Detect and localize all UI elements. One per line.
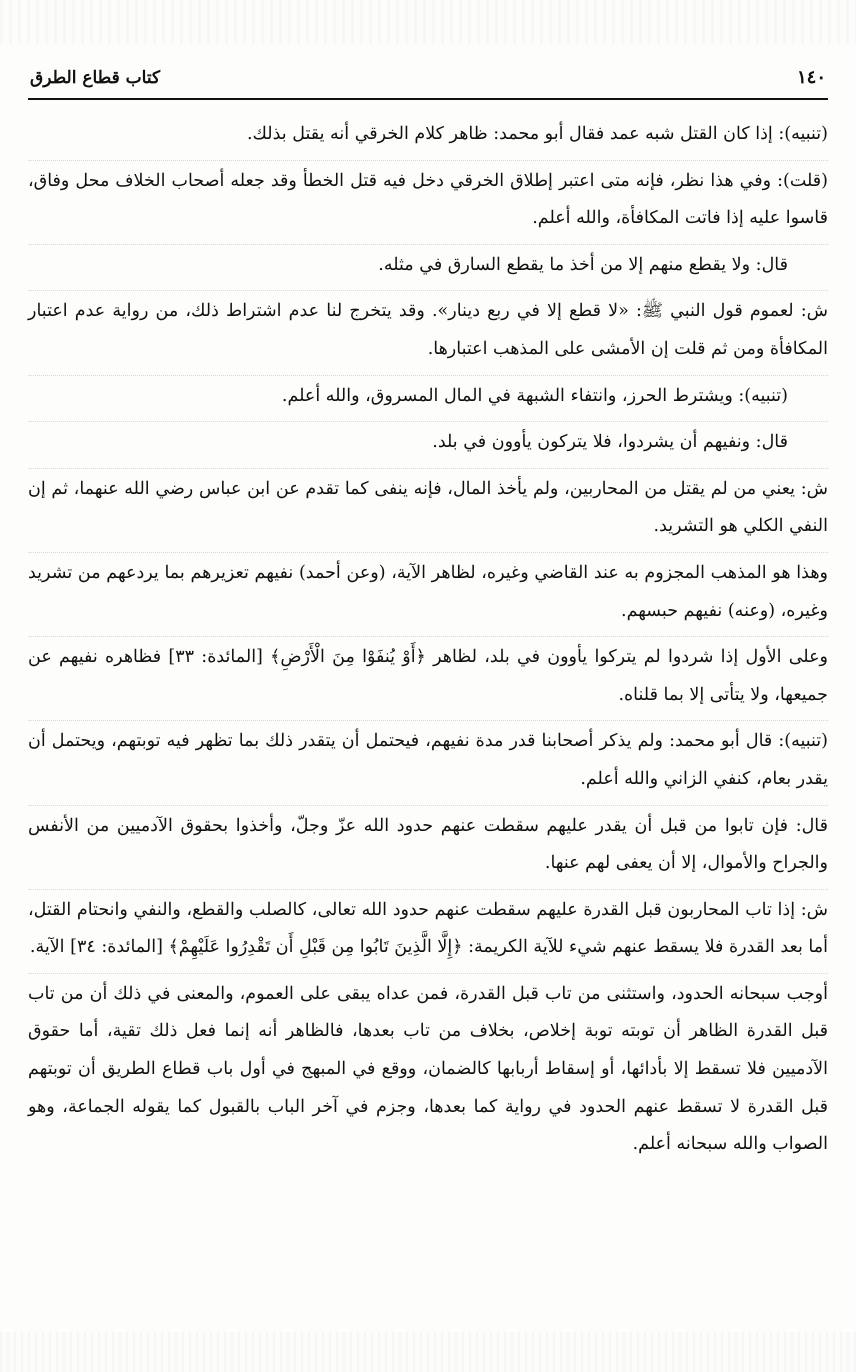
paragraph: (تنبيه): إذا كان القتل شبه عمد فقال أبو محمد: ظاهر كلام الخرقي أنه يقتل بذلك. bbox=[246, 124, 828, 144]
paragraph: (تنبيه): ويشترط الحرز، وانتفاء الشبهة في المال المسروق، والله أعلم. bbox=[28, 375, 828, 416]
page-body bbox=[28, 116, 828, 1170]
paragraph: قال: ولا يقطع منهم إلا من أخذ ما يقطع السارق في مثله. bbox=[28, 244, 828, 285]
paragraph: وعلى الأول إذا شردوا لم يتركوا يأوون في بلد، لظاهر ﴿أَوْ يُنفَوْا مِنَ الْأَرْضِ﴾ [المائدة: ٣٣] فظاهره نفيهم عن جميعها، ولا يتأتى إلا بما قلناه. bbox=[28, 636, 828, 714]
page-header bbox=[30, 56, 826, 88]
paragraph: أوجب سبحانه الحدود، واستثنى من تاب قبل القدرة، فمن عداه يبقى على العموم، والمعنى في ذلك أن من تاب قبل القدرة الظاهر أن توبته توبة إخلاص، بخلاف من تاب بعدها، فالظاهر أنه إنما فعل ذلك تقية، أما حقوق الآدميين فلا تسقط إلا بأدائها، أو إسقاط أربابها كالضمان، ووقع في المبهج في أول باب قطاع الطريق أن توبتهم قبل القدرة لا تسقط عنهم الحدود في رواية كما بعدها، وجزم في آخر الباب بالقبول كما يقوله الجماعة، وهو الصواب والله سبحانه أعلم. bbox=[28, 973, 828, 1164]
paragraph: ش: يعني من لم يقتل من المحاربين، ولم يأخذ المال، فإنه ينفى كما تقدم عن ابن عباس رضي الله عنهما، ثم إن النفي الكلي هو التشريد. bbox=[28, 468, 828, 546]
page-number: ١٤٠ bbox=[796, 67, 826, 88]
paragraph: قال: فإن تابوا من قبل أن يقدر عليهم سقطت عنهم حدود الله عزّ وجلّ، وأخذوا بحقوق الآدميين من الأنفس والجراح والأموال، إلا أن يعفى لهم عنها. bbox=[28, 805, 828, 883]
paragraph: ش: إذا تاب المحاربون قبل القدرة عليهم سقطت عنهم حدود الله تعالى، كالصلب والقطع، والنفي وانحتام القتل، أما بعد القدرة فلا يسقط عنهم شيء للآية الكريمة: ﴿إِلَّا الَّذِينَ تَابُوا مِن قَبْلِ أَن تَقْدِرُوا عَلَيْهِمْ﴾ [المائدة: ٣٤] الآية. bbox=[28, 889, 828, 967]
scan-noise-bottom bbox=[0, 1332, 856, 1372]
paragraph: وهذا هو المذهب المجزوم به عند القاضي وغيره، لظاهر الآية، (وعن أحمد) نفيهم تعزيرهم بما يردعهم من تشريد وغيره، (وعنه) نفيهم حبسهم. bbox=[28, 552, 828, 630]
header-divider bbox=[28, 98, 828, 100]
scan-noise-top bbox=[0, 0, 856, 44]
paragraph: (تنبيه): قال أبو محمد: ولم يذكر أصحابنا قدر مدة نفيهم، فيحتمل أن يتقدر ذلك بما تظهر فيه توبتهم، ويحتمل أن يقدر بعام، كنفي الزاني والله أعلم. bbox=[28, 720, 828, 798]
paragraph: (قلت): وفي هذا نظر، فإنه متى اعتبر إطلاق الخرقي دخل فيه قتل الخطأ وقد جعله أصحاب الخلاف محل وفاق، قاسوا عليه إذا فاتت المكافأة، والله أعلم. bbox=[28, 160, 828, 238]
book-title: كتاب قطاع الطرق bbox=[30, 68, 161, 88]
paragraph: ش: لعموم قول النبي ﷺ: «لا قطع إلا في ربع دينار». وقد يتخرج لنا عدم اشتراط ذلك، من رواية عدم اعتبار المكافأة ومن ثم قلت إن الأمشى على المذهب اعتبارها. bbox=[28, 290, 828, 368]
paragraph: قال: ونفيهم أن يشردوا، فلا يتركون يأوون في بلد. bbox=[28, 421, 828, 462]
